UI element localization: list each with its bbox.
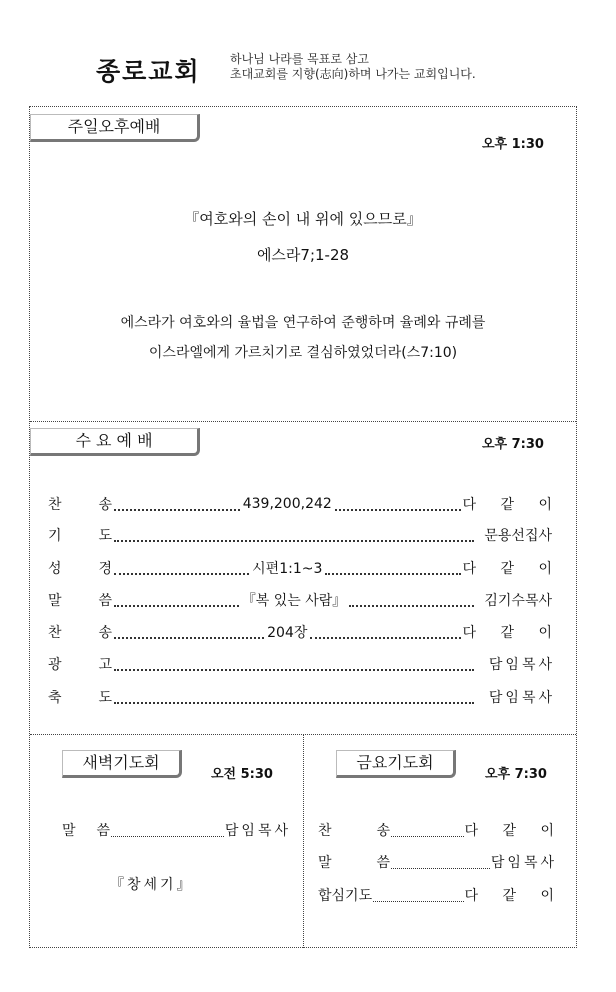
order-row-scripture: 성 경 시편1:1~3 다 같 이 xyxy=(48,561,563,577)
friday-row-sermon: 말 씀 담임목사 xyxy=(318,855,557,871)
motto-line-2: 초대교회를 지향(志向)하며 나가는 교회입니다. xyxy=(230,67,476,81)
sunday-verse-line-1: 에스라가 여호와의 율법을 연구하여 준행하며 율례와 규례를 xyxy=(120,315,486,331)
church-name: 종로교회 xyxy=(96,57,201,86)
dawn-row-sermon: 말 씀 담임목사 xyxy=(62,823,291,839)
bulletin-header xyxy=(0,44,616,94)
order-row-benediction: 축 도 담임목사 xyxy=(48,690,555,706)
sunday-verse-line-2: 이스라엘에게 가르치기로 결심하였었더라(스7:10) xyxy=(148,345,458,361)
divider-dawn-friday xyxy=(303,734,304,948)
sunday-sermon-title: 『여호와의 손이 내 위에 있으므로』 xyxy=(184,210,422,228)
friday-row-joint-prayer: 합심기도 다 같 이 xyxy=(318,888,564,904)
motto-line-1: 하나님 나라를 목표로 삼고 xyxy=(230,52,369,66)
section-tab-friday: 금요기도회 xyxy=(336,750,456,778)
order-row-sermon: 말 씀 『복 있는 사람』 김기수목사 xyxy=(48,593,552,609)
sunday-pm-time: 오후 1:30 xyxy=(482,137,544,152)
dawn-time: 오전 5:30 xyxy=(211,767,273,782)
order-row-hymn-1: 찬 송 439,200,242 다 같 이 xyxy=(48,496,562,513)
order-row-prayer: 기 도 문용선집사 xyxy=(48,528,552,544)
section-tab-dawn: 새벽기도회 xyxy=(62,750,182,778)
friday-time: 오후 7:30 xyxy=(485,767,547,782)
divider-sunday-wednesday xyxy=(30,421,576,422)
dawn-sermon-book: 『창세기』 xyxy=(110,877,194,893)
wednesday-time: 오후 7:30 xyxy=(482,437,544,452)
church-motto xyxy=(230,52,476,82)
section-tab-wednesday: 수 요 예 배 xyxy=(30,428,200,456)
order-row-announcements: 광 고 담임목사 xyxy=(48,657,555,673)
order-row-hymn-2: 찬 송 204장 다 같 이 xyxy=(48,625,563,641)
friday-row-hymn: 찬 송 다 같 이 xyxy=(318,823,564,839)
section-tab-sunday-pm: 주일오후예배 xyxy=(30,114,200,142)
sunday-scripture: 에스라7;1-28 xyxy=(256,246,350,264)
